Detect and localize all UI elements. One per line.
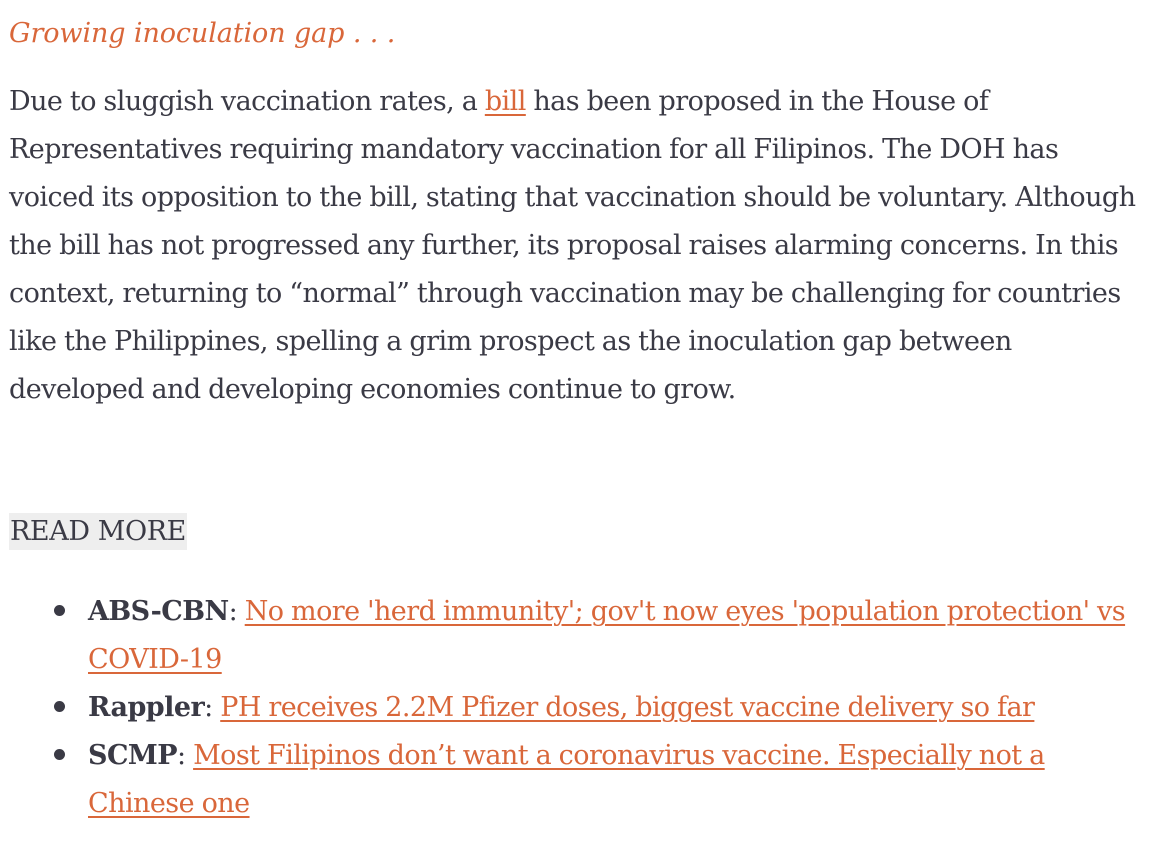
source-name: Rappler [88, 692, 205, 723]
source-separator: : [176, 740, 194, 771]
read-more-list [0, 588, 1140, 828]
bullet-icon [54, 605, 65, 616]
source-name: ABS-CBN [88, 596, 229, 627]
body-paragraph [9, 78, 1144, 414]
paragraph-text-start: Due to sluggish vaccination rates, a [9, 86, 485, 117]
source-separator: : [204, 692, 221, 723]
paragraph-text-end: has been proposed in the House of Representatives requiring mandatory vaccination for all Filipinos. The DOH has voiced its opposition to the bill, stating that vaccination should be voluntary. Although the bill has not progressed any further, its proposal raises alarming concerns. In this context, returning to “normal” through vaccination may be challenging for countries like the Philippines, spelling a grim prospect as the inoculation gap between developed and developing economies continue to grow. [9, 86, 1136, 405]
list-item-rappler [0, 684, 1140, 732]
list-item-abs-cbn [0, 588, 1140, 684]
bill-link[interactable]: bill [484, 86, 526, 117]
list-item-scmp [0, 732, 1140, 828]
source-name: SCMP [88, 740, 177, 771]
rappler-article-link[interactable]: PH receives 2.2M Pfizer doses, biggest vaccine delivery so far [220, 692, 1035, 723]
read-more-label: READ MORE [9, 513, 187, 550]
abs-cbn-article-link[interactable]: No more 'herd immunity'; gov't now eyes 'population protection' vs COVID-19 [88, 596, 1126, 675]
bullet-icon [54, 749, 65, 760]
source-separator: : [228, 596, 245, 627]
section-heading: Growing inoculation gap . . . [9, 18, 396, 49]
scmp-article-link[interactable]: Most Filipinos don’t want a coronavirus vaccine. Especially not a Chinese one [88, 740, 1045, 819]
bullet-icon [54, 701, 65, 712]
